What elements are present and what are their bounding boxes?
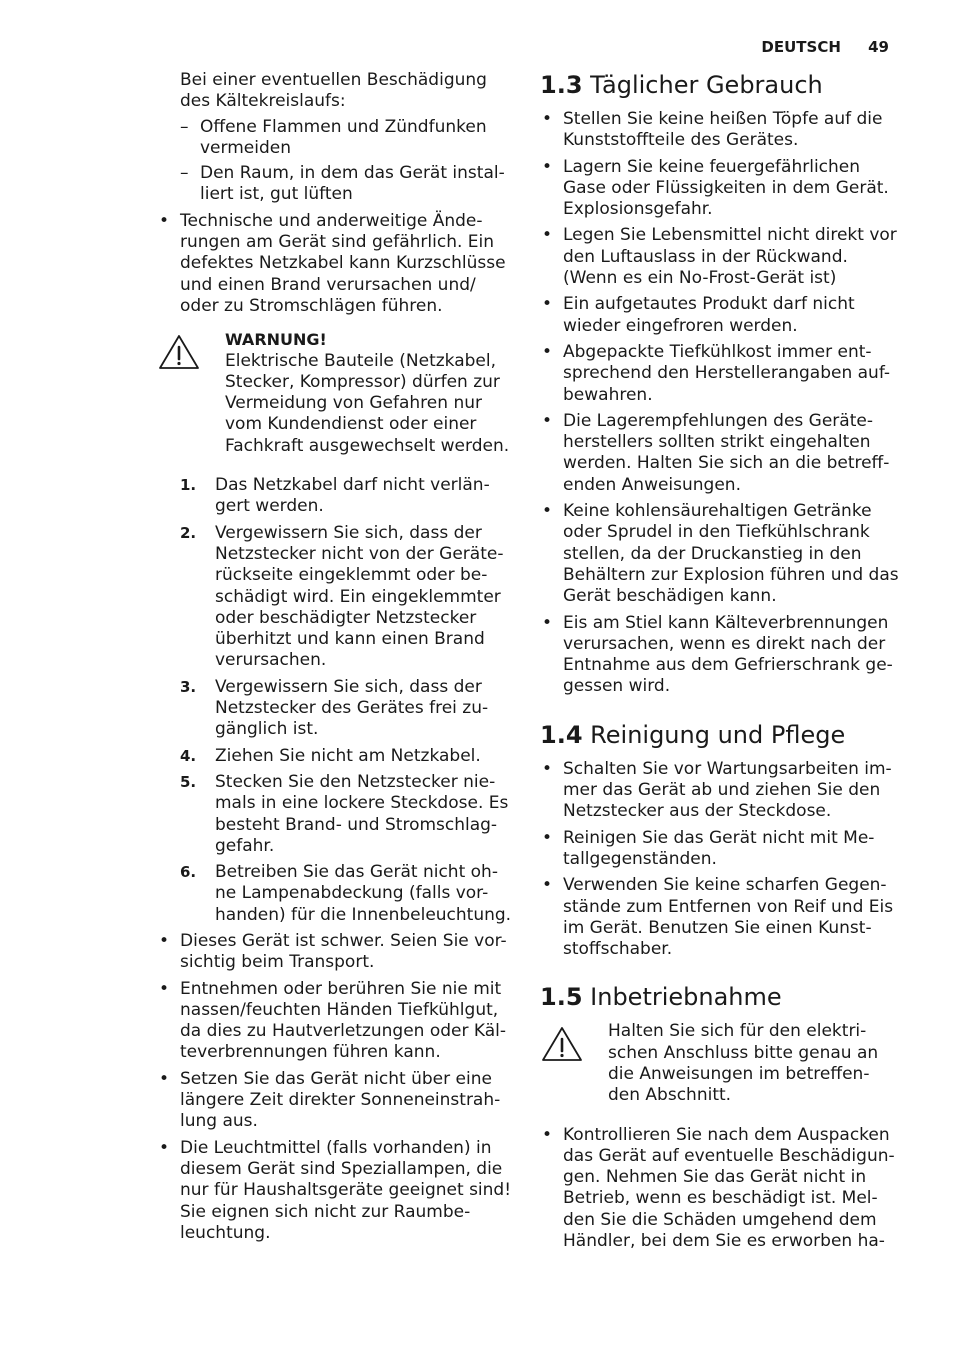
bullet-marker: • (542, 758, 553, 779)
bullet-item (157, 979, 517, 1064)
bullet-marker: • (542, 827, 553, 848)
item-number: 2. (180, 523, 197, 542)
bullet-item (540, 501, 900, 607)
bullet-marker: • (542, 875, 553, 896)
item-text: Vergewissern Sie sich, dass der Netzstecker des Gerätes frei zu-gänglich ist. (215, 676, 489, 740)
bullet-marker: • (542, 109, 553, 129)
section-number: 1.4 (540, 720, 583, 749)
section-heading (540, 70, 900, 100)
item-number: 6. (180, 863, 197, 882)
bullet-item (157, 211, 517, 317)
dash-text: Offene Flammen und Zündfunken vermeiden (200, 116, 487, 158)
bullet-marker: • (159, 978, 170, 999)
bullet-item (540, 294, 900, 337)
bullet-item (157, 1069, 517, 1133)
numbered-item (157, 475, 517, 518)
bullet-marker: • (159, 210, 170, 231)
dash-marker: – (180, 116, 189, 137)
bullet-text: Dieses Gerät ist schwer. Seien Sie vor-sichtig beim Transport. (180, 930, 507, 973)
warning-title: WARNUNG! (225, 330, 327, 350)
bullet-text: Lagern Sie keine feuergefährlichen Gase oder Flüssigkeiten in dem Gerät. Explosionsgefahr. (563, 156, 889, 220)
bullet-marker: • (542, 341, 553, 362)
page-number: 49 (868, 38, 889, 56)
bullet-item (540, 828, 900, 871)
bullet-item (540, 342, 900, 406)
bullet-marker: • (542, 156, 553, 177)
language-label: DEUTSCH (761, 38, 841, 56)
bullet-text: Abgepackte Tiefkühlkost immer ent-sprechend den Herstellerangaben auf-bewahren. (563, 341, 891, 405)
item-text: Stecken Sie den Netzstecker nie-mals in eine lockere Steckdose. Es besteht Brand- und Stromschlag-gefahr. (215, 771, 509, 856)
intro-text: Bei einer eventuellen Beschädigung des Kältekreislaufs: (180, 70, 487, 112)
dash-marker: – (180, 163, 189, 184)
numbered-item (157, 862, 517, 926)
bullet-item (157, 1138, 517, 1244)
bullet-marker: • (159, 930, 170, 951)
warning-text: Elektrische Bauteile (Netzkabel, Stecker, Kompressor) dürfen zur Vermeidung von Gefahren nur vom Kundendienst oder einer Fachkraft ausgewechselt werden. (225, 350, 510, 456)
section-heading (540, 720, 900, 750)
bullet-item (540, 875, 900, 960)
section-title: Inbetriebnahme (590, 983, 782, 1012)
warning-block (540, 1021, 900, 1106)
section-number: 1.5 (540, 983, 583, 1012)
warning-triangle-icon (157, 329, 225, 457)
bullet-text: Verwenden Sie keine scharfen Gegen-stände zum Entfernen von Reif und Eis im Gerät. Benutzen Sie einen Kunst-stoffschaber. (563, 875, 894, 960)
item-number: 4. (180, 746, 197, 765)
warning-text: Halten Sie sich für den elektri-schen Anschluss bitte genau an die Anweisungen im betreffen-den Abschnitt. (608, 1021, 879, 1106)
bullet-text: Kontrollieren Sie nach dem Auspacken das Gerät auf eventuelle Beschädigun-gen. Nehmen Sie das Gerät nicht in Betrieb, wenn es beschädigt ist. Mel-den Sie die Schäden umgehend dem Händler, bei dem Sie es erworben ha- (563, 1124, 895, 1252)
item-text: Betreiben Sie das Gerät nicht oh-ne Lampenabdeckung (falls vor-handen) für die Innenbeleuchtung. (215, 862, 512, 925)
bullet-text: Die Lagerempfehlungen des Geräte-herstellers sollten strikt eingehalten werden. Halten Sie sich an die betreff-enden Anweisungen. (563, 410, 890, 495)
item-number: 1. (180, 476, 197, 495)
bullet-marker: • (542, 501, 553, 522)
bullet-item (540, 157, 900, 221)
bullet-text: Legen Sie Lebensmittel nicht direkt vor den Luftauslass in der Rückwand. (Wenn es ein No-Frost-Gerät ist) (563, 225, 897, 289)
bullet-text: Reinigen Sie das Gerät nicht mit Me-tallgegenständen. (563, 827, 875, 869)
bullet-item (540, 1125, 900, 1253)
numbered-list (157, 475, 517, 926)
dash-item (157, 163, 517, 206)
warning-triangle-icon (540, 1021, 608, 1106)
dash-text: Den Raum, in dem das Gerät instal-liert ist, gut lüften (200, 163, 505, 205)
numbered-item (157, 746, 517, 767)
bullet-text: Keine kohlensäurehaltigen Getränke oder Sprudel in den Tiefkühlschrank stellen, da der Druckanstieg in den Behältern zur Explosion führen und das Gerät beschädigen kann. (563, 501, 899, 607)
numbered-item (157, 772, 517, 857)
bullet-marker: • (542, 1124, 553, 1145)
left-column (157, 70, 517, 1244)
bullet-marker: • (542, 612, 553, 633)
bullet-item (540, 613, 900, 698)
bullet-marker: • (542, 225, 553, 246)
bullet-text: Ein aufgetautes Produkt darf nicht wieder eingefroren werden. (563, 294, 855, 336)
item-text: Ziehen Sie nicht am Netzkabel. (215, 745, 481, 766)
bullet-text: Schalten Sie vor Wartungsarbeiten im-mer das Gerät ab und ziehen Sie den Netzstecker aus der Steckdose. (563, 758, 892, 822)
bullet-text: Setzen Sie das Gerät nicht über eine längere Zeit direkter Sonneneinstrah-lung aus. (180, 1068, 501, 1132)
numbered-item (157, 523, 517, 672)
section-heading (540, 982, 900, 1012)
item-text: Vergewissern Sie sich, dass der Netzstecker nicht von der Geräte-rückseite eingeklemmt oder be-schädigt wird. Ein eingeklemmter oder beschädigter Netzstecker überhitzt und kann einen Brand verursachen. (215, 522, 504, 671)
dash-item (157, 117, 517, 160)
item-number: 5. (180, 772, 197, 791)
bullet-text: Stellen Sie keine heißen Töpfe auf die Kunststoffteile des Gerätes. (563, 109, 883, 151)
bullet-marker: • (159, 1137, 170, 1158)
bullet-item (540, 759, 900, 823)
warning-content (225, 329, 517, 457)
section-title: Täglicher Gebrauch (590, 71, 823, 99)
item-number: 3. (180, 677, 197, 696)
bullet-marker: • (542, 294, 553, 315)
section-title: Reinigung und Pflege (590, 720, 846, 749)
page-header (739, 38, 889, 56)
warning-block (157, 329, 517, 457)
numbered-item (157, 677, 517, 741)
bullet-marker: • (542, 410, 553, 431)
bullet-text: Technische und anderweitige Ände-rungen am Gerät sind gefährlich. Ein defektes Netzkabel kann Kurzschlüsse und einen Brand verursachen und/ oder zu Stromschlägen führen. (180, 210, 506, 316)
right-column (540, 70, 900, 1252)
bullet-item (157, 931, 517, 974)
bullet-item (540, 411, 900, 496)
bullet-text: Die Leuchtmittel (falls vorhanden) in diesem Gerät sind Speziallampen, die nur für Haushaltsgeräte geeignet sind! Sie eignen sich nicht zur Raumbe-leuchtung. (180, 1137, 512, 1243)
bullet-item (540, 225, 900, 289)
bullet-marker: • (159, 1068, 170, 1089)
section-number: 1.3 (540, 71, 583, 99)
item-text: Das Netzkabel darf nicht verlän-gert werden. (215, 475, 490, 517)
bullet-item (540, 109, 900, 152)
bullet-text: Entnehmen oder berühren Sie nie mit nassen/feuchten Händen Tiefkühlgut, da dies zu Hautverletzungen oder Käl-teverbrennungen führen kann. (180, 978, 507, 1063)
bullet-text: Eis am Stiel kann Kälteverbrennungen verursachen, wenn es direkt nach der Entnahme aus dem Gefrierschrank ge-gessen wird. (563, 612, 893, 697)
